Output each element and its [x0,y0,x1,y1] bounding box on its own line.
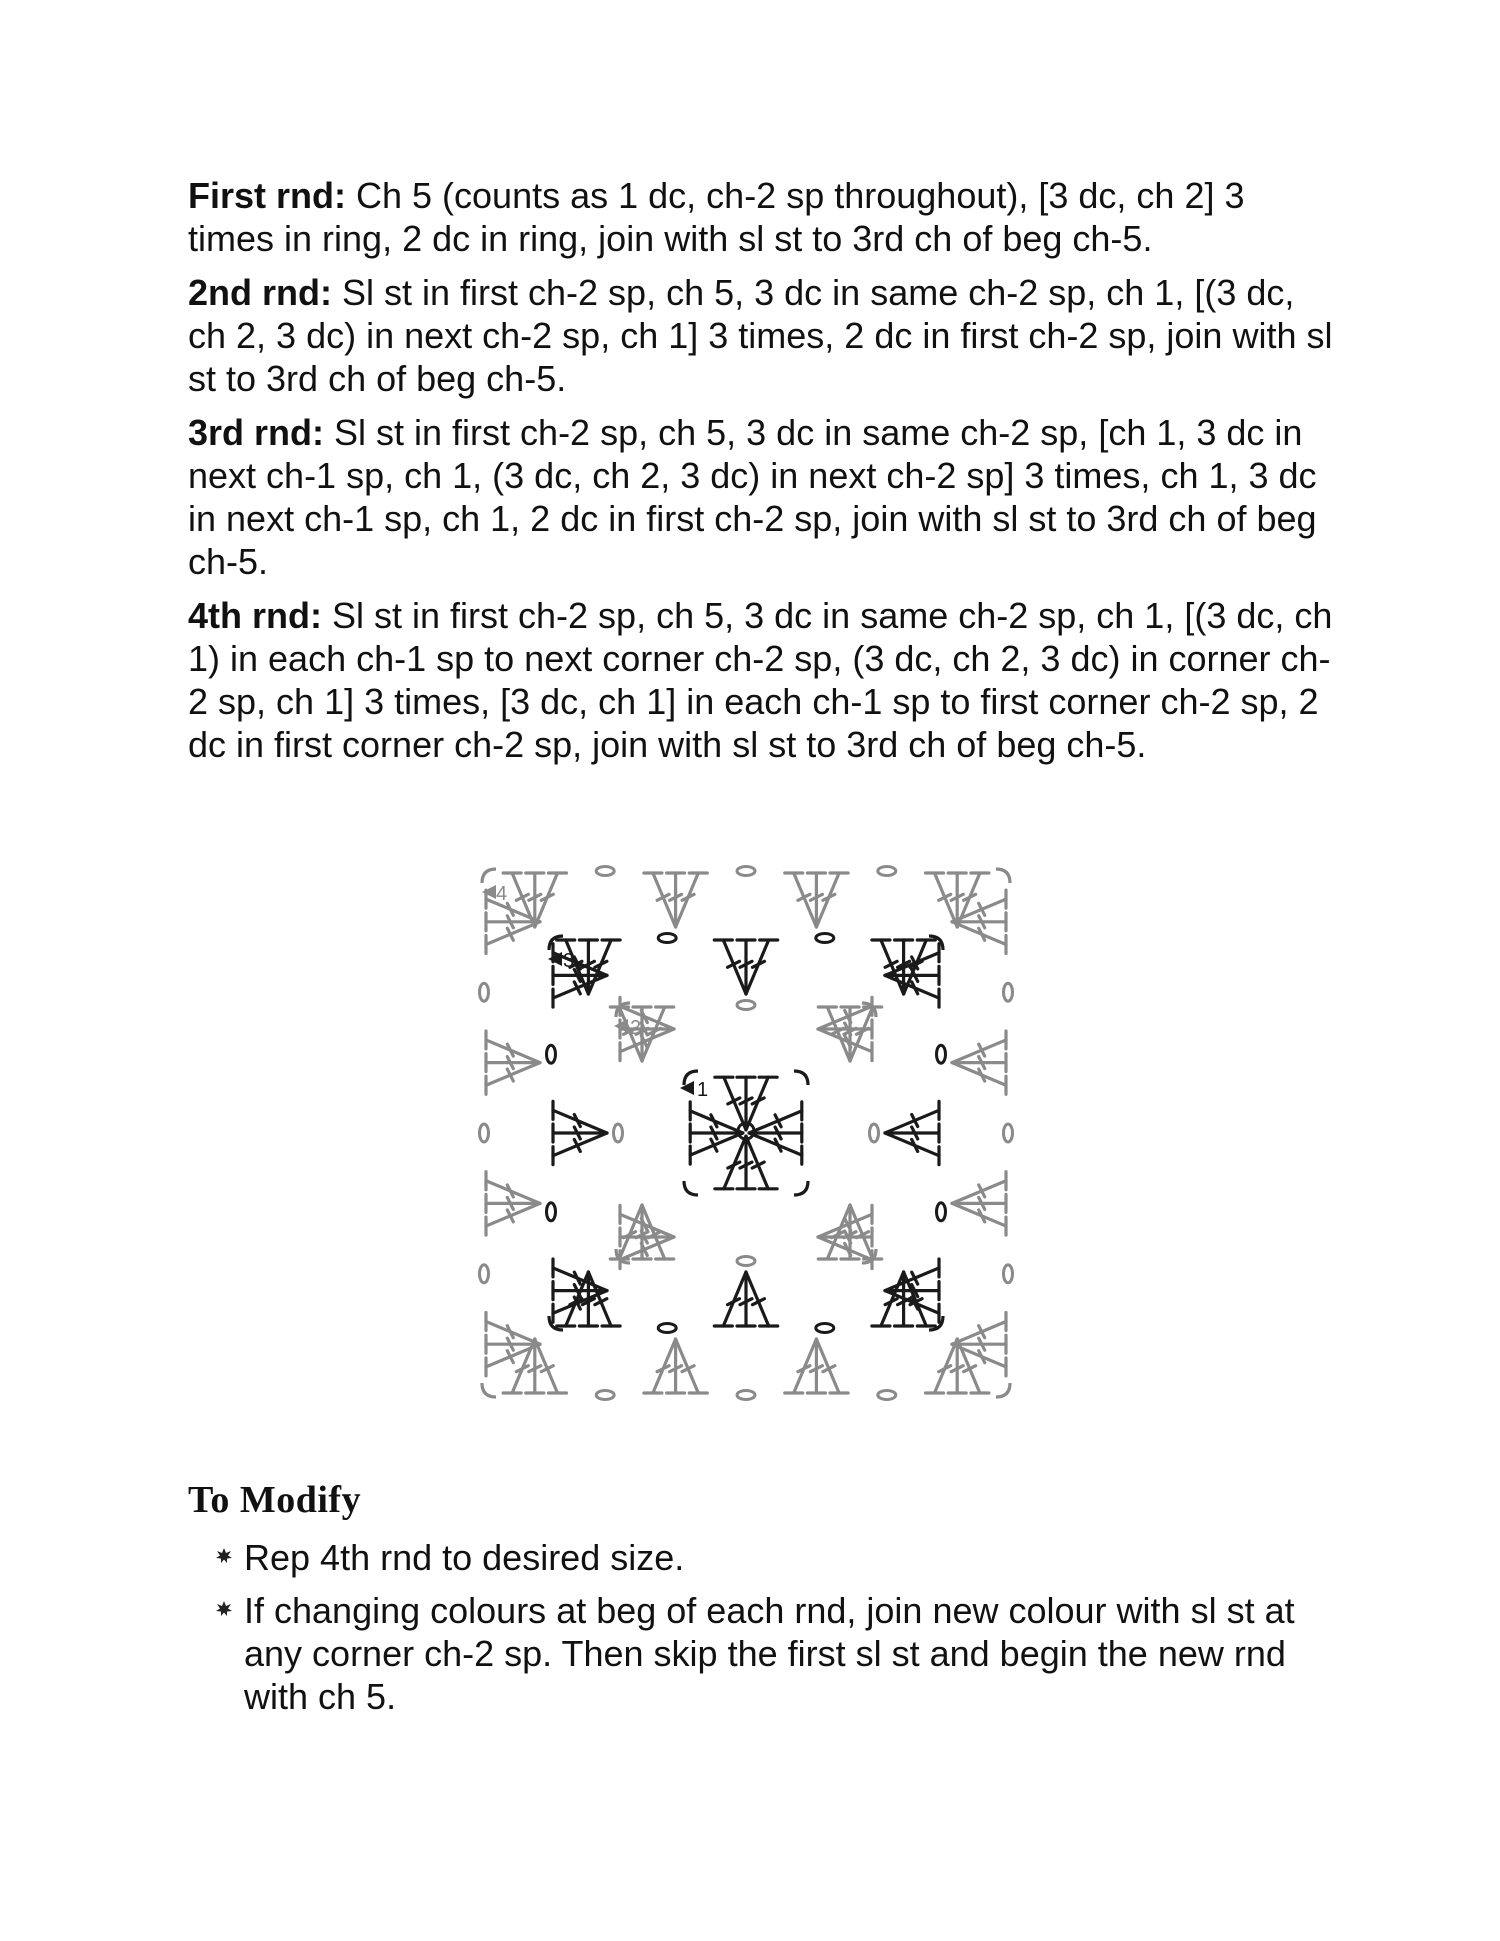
corner-chain [929,1316,943,1330]
corner-chain [549,936,563,950]
chart-side [684,1136,777,1195]
chart-side [610,1205,881,1266]
modify-item-1 [188,1536,1338,1579]
chain-stitch [596,867,614,876]
round-3-marker-label: 3 [563,950,575,972]
corner-chain [482,1383,496,1397]
corner-chain [482,869,496,883]
round-1-marker-label: 1 [697,1079,709,1101]
round-4-label: 4th rnd: [188,595,322,636]
modify-item-2 [188,1589,1338,1718]
dc-group [690,1102,743,1164]
dc-group [714,1272,777,1326]
dc-group [785,1339,848,1393]
chain-stitch [614,1124,623,1142]
corner-chain [929,936,943,950]
chart-side [549,1272,935,1333]
chart-side [952,890,1013,1397]
chain-stitch [1004,1265,1013,1283]
corner-chain [996,1383,1010,1397]
chart-side [749,1102,808,1195]
dc-group [749,1102,802,1164]
round-2-label: 2nd rnd: [188,272,332,313]
chain-stitch [937,1203,946,1221]
chart-round-3 [547,934,946,1333]
chain-stitch [1004,1124,1013,1142]
chart-round-2 [610,997,881,1268]
chain-stitch [737,867,755,876]
dc-group [885,1101,939,1164]
star-bullet-icon [214,1599,234,1619]
chain-stitch [878,867,896,876]
chain-stitch [737,1257,755,1266]
modify-item-2-text: If changing colours at beg of each rnd, join new colour with sl st at any corner ch-2 sp. Then skip the first sl st and begin the new rnd with ch 5. [244,1590,1295,1717]
chain-stitch [480,1265,489,1283]
chain-stitch [1004,983,1013,1001]
chart-side [503,867,1010,928]
round-2-text: Sl st in first ch-2 sp, ch 5, 3 dc in same ch-2 sp, ch 1, [(3 dc, ch 2, 3 dc) in next ch-2 sp, ch 1] 3 times, 2 dc in first ch-2 sp, join with sl st to 3rd ch of beg ch-5. [188,272,1333,399]
round-4-marker-label: 4 [496,883,508,905]
chart-side [885,944,946,1330]
round-start-arrow-icon [482,885,496,899]
dc-group [714,940,777,994]
dc-group [885,944,939,1007]
round-4-text: Sl st in first ch-2 sp, ch 5, 3 dc in same ch-2 sp, ch 1, [(3 dc, ch 1) in each ch-1 sp to next corner ch-2 sp, (3 dc, ch 2, 3 dc) in corner ch-2 sp, ch 1] 3 times, [3 dc, ch 1] in each ch-1 sp to first corner ch-2 sp, 2 dc in first corner ch-2 sp, join with sl st to 3rd ch of beg ch-5. [188,595,1333,765]
dc-group [785,873,848,927]
round-instructions [188,174,1338,777]
dc-group [952,890,1006,953]
round-4-instruction [188,594,1338,766]
corner-chain [794,1181,808,1195]
corner-chain [794,1071,808,1085]
dc-group [486,1313,540,1376]
to-modify-heading: To Modify [188,1479,362,1521]
chain-stitch [596,1391,614,1400]
chain-stitch [737,1001,755,1010]
round-3-instruction [188,411,1338,583]
chart-side [480,869,541,1376]
modify-item-1-text: Rep 4th rnd to desired size. [244,1537,685,1578]
corner-chain [549,1316,563,1330]
chain-stitch [480,983,489,1001]
chain-stitch [658,1324,676,1333]
chart-side [610,1001,881,1062]
round-3-label: 3rd rnd: [188,412,325,453]
modify-list [188,1536,1338,1718]
dc-group [952,1031,1006,1094]
corner-chain [684,1181,698,1195]
chain-stitch [870,1124,879,1142]
chain-stitch [937,1045,946,1063]
dc-group [644,873,707,927]
round-1-label: First rnd: [188,175,346,216]
crochet-stitch-chart [460,850,1032,1416]
star-bullet-icon [214,1546,234,1566]
chart-side [482,1339,989,1400]
dc-group [553,1101,607,1164]
round-1-instruction [188,174,1338,260]
chart-side [557,934,943,995]
chain-stitch [547,1203,556,1221]
dc-group [486,1031,540,1094]
dc-group [872,1272,935,1326]
dc-group [715,1136,777,1189]
chain-stitch [547,1045,556,1063]
chart-side [614,997,675,1268]
chain-stitch [816,934,834,943]
corner-chain [996,869,1010,883]
to-modify-section [188,1478,1338,1728]
dc-group [926,1339,989,1393]
round-3-text: Sl st in first ch-2 sp, ch 5, 3 dc in same ch-2 sp, [ch 1, 3 dc in next ch-1 sp, ch 1, (3 dc, ch 2, 3 dc) in next ch-2 sp] 3 times, ch 1, 3 dc in next ch-1 sp, ch 1, 2 dc in first ch-2 sp, join with sl st to 3rd ch of beg ch-5. [188,412,1317,582]
chart-side [818,997,879,1268]
chain-stitch [878,1391,896,1400]
dc-group [644,1339,707,1393]
chart-side [547,936,608,1322]
chain-stitch [737,1391,755,1400]
chain-stitch [816,1324,834,1333]
round-1-text: Ch 5 (counts as 1 dc, ch-2 sp throughout), [3 dc, ch 2] 3 times in ring, 2 dc in ring, join with sl st to 3rd ch of beg ch-5. [188,175,1245,259]
chain-stitch [480,1124,489,1142]
dc-group [952,1172,1006,1235]
chart-side [715,1071,808,1130]
round-2-marker-label: 2 [630,1017,642,1039]
chain-stitch [658,934,676,943]
dc-group [486,1172,540,1235]
dc-group [553,1259,607,1322]
round-2-instruction [188,271,1338,400]
round-start-arrow-icon [680,1081,694,1095]
